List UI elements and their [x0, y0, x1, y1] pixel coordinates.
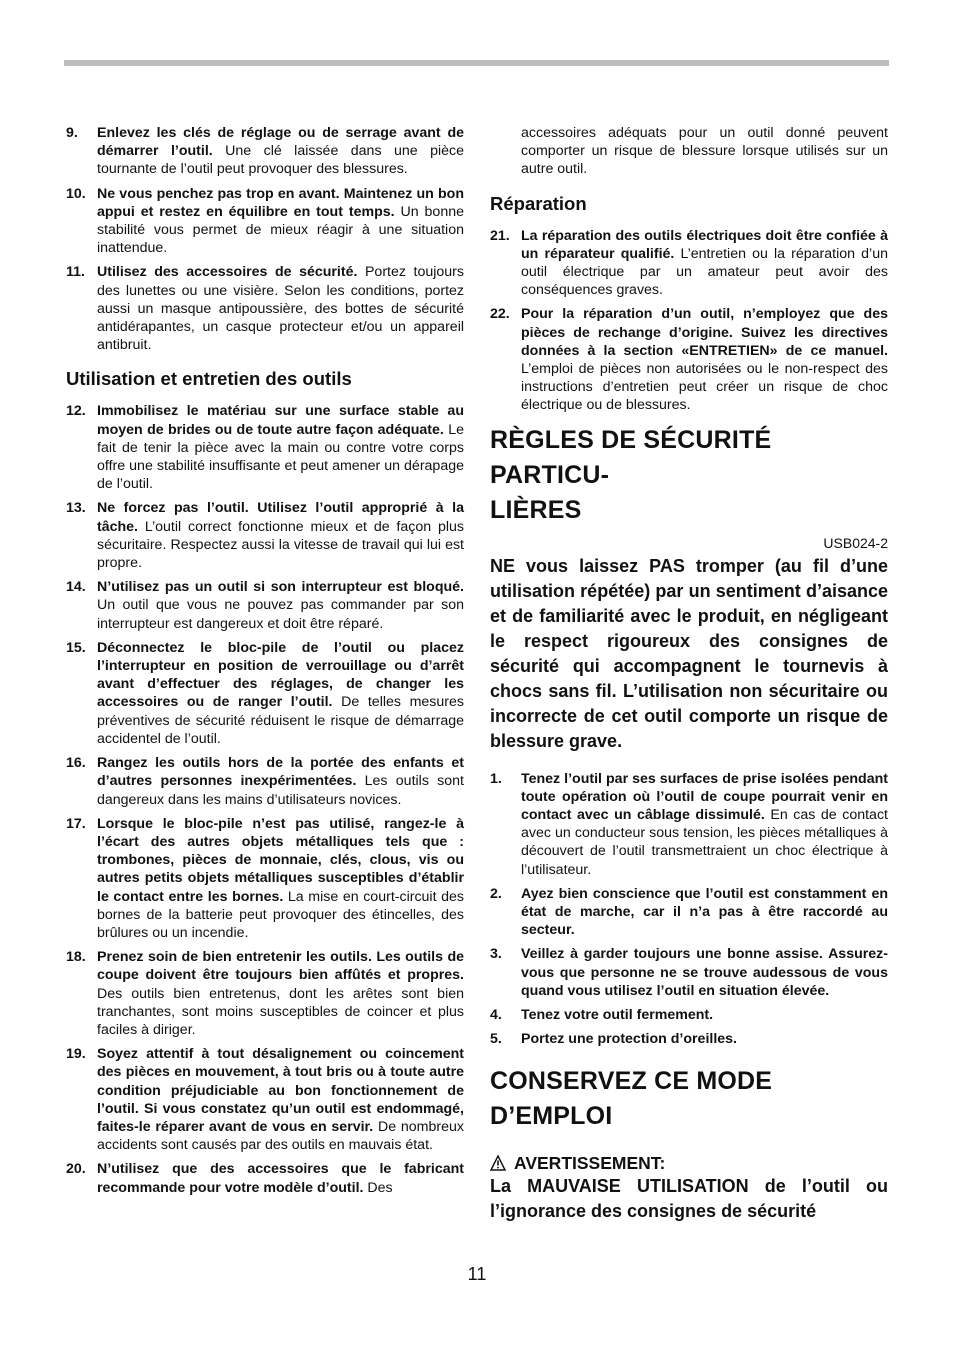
list-item — [490, 770, 888, 879]
item-number: 16. — [66, 755, 86, 772]
item-number: 2. — [490, 885, 502, 902]
list-item — [66, 124, 464, 179]
item-number: 1. — [490, 770, 502, 787]
list-item — [490, 885, 888, 940]
item-bold-text: N’utilisez pas un outil si son interrupteur est bloqué. — [97, 579, 464, 596]
item-bold-text: Déconnectez le bloc-pile de l’outil ou placez l’interrupteur en position de verrouillage ou d’arrêt avant d’effectuer des réglages, de changer les accessoires ou de ranger l’outil. — [97, 639, 464, 711]
item-text: En cas de contact avec un conducteur sous tension, les pièces métalliques à découvert de l’outil transmettraient un choc électrique à l’utilisateur. — [521, 807, 888, 878]
list-item — [490, 227, 888, 300]
item-bold-text: Portez une protection d’oreilles. — [521, 1031, 737, 1048]
warning-label: AVERTISSEMENT: — [514, 1153, 666, 1174]
item-bold-text: Tenez votre outil fermement. — [521, 1007, 714, 1024]
heading-line-2: LIÈRES — [490, 495, 582, 524]
item-bold-text: Enlevez les clés de réglage ou de serrage avant de démarrer l’outil. — [97, 125, 464, 160]
page-number: 11 — [467, 1264, 487, 1284]
list-item — [66, 499, 464, 572]
item-number: 11. — [66, 264, 85, 281]
item-bold-text: Rangez les outils hors de la portée des enfants et d’autres personnes inexpérimentées. — [97, 755, 464, 790]
item-text: De telles mesures préventives de sécurité réduisent le risque de démarrage accidentel de l’outil. — [97, 694, 465, 747]
item-text: Une clé laissée dans une pièce tournante de l’outil peut provoquer des blessures. — [97, 143, 464, 178]
left-list-a — [66, 124, 464, 354]
list-item — [66, 1045, 464, 1154]
item-bold-text: Tenez l’outil par ses surfaces de prise isolées pendant toute opération où l’outil de coupe pourrait venir en contact avec un câblage dissimulé. — [521, 770, 888, 824]
item-number: 15. — [66, 639, 86, 656]
list-item — [66, 578, 464, 633]
item-bold-text: Lorsque le bloc-pile n’est pas utilisé, rangez-le à l’écart des autres objets métalliques tels que : trombones, pièces de monnaie, clés, clous, vis ou autres petits objets métalliques susceptibles d’établir le contact entre les bornes. — [97, 815, 464, 905]
heading-line-1: CONSERVEZ CE MODE — [490, 1067, 773, 1096]
item-bold-text: Veillez à garder toujours une bonne assise. Assurez-vous que personne ne se trouve audessous de vous quand vous utilisez l’outil en situation élevée. — [521, 946, 888, 999]
item-number: 17. — [66, 815, 86, 832]
warning-heading — [490, 1152, 888, 1174]
section-heading-utilisation: Utilisation et entretien des outils — [66, 368, 352, 390]
left-list-b — [66, 402, 464, 1196]
left-column — [66, 124, 464, 1203]
item-number: 5. — [490, 1031, 502, 1048]
item-number: 22. — [490, 306, 510, 323]
item-bold-text: Soyez attentif à tout désalignement ou coincement des pièces en mouvement, à tout bris ou à toute autre condition préjudiciable au bon fonctionnement de l’outil. Si vous constatez qu’un outil est endommagé, faites-le réparer avant de vous en servir. — [97, 1046, 464, 1135]
item-text: Un outil que vous ne pouvez pas commander par son interrupteur est dangereux et doit être réparé. — [97, 597, 464, 632]
right-column — [490, 124, 888, 1224]
item-bold-text: Pour la réparation d’un outil, n’employez que des pièces de rechange d’origine. Suivez les directives données à la section «ENTRETIEN» de ce manuel. — [521, 306, 888, 359]
item-text: Un bonne stabilité vous permet de mieux réagir à une situation inattendue. — [97, 203, 464, 257]
item-number: 18. — [66, 949, 86, 966]
list-item — [490, 945, 888, 1000]
list-item — [490, 1006, 888, 1024]
item-number: 19. — [66, 1046, 86, 1063]
item-bold-text: Prenez soin de bien entretenir les outils. Les outils de coupe doivent être toujours bien affûtés et propres. — [97, 949, 464, 984]
list-item — [66, 639, 464, 748]
item-text: Les outils sont dangereux dans les mains d’utilisateurs novices. — [97, 773, 464, 808]
item-bold-text: La réparation des outils électriques doit être confiée à un réparateur qualifié. — [521, 227, 888, 262]
section-heading-reparation: Réparation — [490, 192, 587, 214]
heading-regles-securite — [490, 423, 888, 528]
warning-text: La MAUVAISE UTILISATION de l’outil ou l’ignorance des consignes de sécurité — [490, 1176, 888, 1222]
item-number: 20. — [66, 1161, 86, 1178]
list-item — [66, 402, 464, 493]
item-text: Le fait de tenir la pièce avec la main ou contre votre corps offre une stabilité insuffisante et peut amener un dérapage de l’outil. — [97, 421, 464, 493]
item-bold-text: Utilisez des accessoires de sécurité. — [97, 264, 358, 281]
item-number: 21. — [490, 227, 510, 244]
item-bold-text: N’utilisez que des accessoires que le fabricant recommande pour votre modèle d’outil. — [97, 1161, 464, 1196]
item-number: 12. — [66, 403, 86, 420]
item-text: De nombreux accidents sont causés par des outils en mauvais état. — [97, 1118, 464, 1154]
item-text: Portez toujours des lunettes ou une visière. Selon les conditions, portez aussi un masque antipoussière, des bottes de sécurité antidérapantes, un casque protecteur et/ou un appareil antibruit. — [97, 264, 464, 354]
intro-warning-paragraph: NE vous laissez PAS tromper (au fil d’une utilisation répétée) par un sentiment d’aisance et de familiarité avec le produit, en négligeant le respect rigoureux des consignes de sécurité qui accompagnent le tournevis à chocs sans fil. L’utilisation non sécuritaire ou incorrecte de cet outil comporte un risque de blessure grave. — [490, 555, 888, 751]
list-item — [490, 305, 888, 414]
continuation-text: accessoires adéquats pour un outil donné peuvent comporter un risque de blessure lorsque utilisés sur un autre outil. — [521, 125, 888, 178]
item-number: 3. — [490, 946, 502, 963]
list-item — [66, 185, 464, 258]
item-number: 14. — [66, 579, 86, 596]
item-text: Des — [363, 1179, 393, 1196]
list-item — [66, 754, 464, 809]
list-item — [66, 263, 464, 354]
item-text: L’entretien ou la réparation d’un outil électrique par un amateur peut avoir des conséquences graves. — [521, 245, 888, 299]
heading-line-1: RÈGLES DE SÉCURITÉ PARTICU- — [490, 425, 772, 489]
list-item — [490, 1030, 888, 1048]
right-list-a — [490, 227, 888, 415]
item-bold-text: Ne forcez pas l’outil. Utilisez l’outil approprié à la tâche. — [97, 500, 464, 535]
item-bold-text: Ayez bien conscience que l’outil est constamment en état de marche, car il n’a pas à être raccordé au secteur. — [521, 885, 888, 939]
item-number: 10. — [66, 185, 86, 202]
item-text: La mise en court-circuit des bornes de la batterie peut provoquer des étincelles, des brûlures ou un incendie. — [97, 888, 464, 941]
item-text: L’emploi de pièces non autorisées ou le non-respect des instructions d’entretien peut créer un risque de choc électrique ou de blessures. — [521, 361, 888, 414]
item-text: L’outil correct fonctionne mieux et de façon plus sécuritaire. Respectez aussi la vitesse de travail qui lui est propre. — [97, 518, 464, 572]
list-item — [66, 1160, 464, 1196]
heading-line-2: D’EMPLOI — [490, 1102, 613, 1131]
list-item — [66, 948, 464, 1039]
item-text: Des outils bien entretenus, dont les arêtes sont bien tranchantes, sont moins susceptibles de coincer et plus faciles à diriger. — [97, 985, 464, 1038]
item-number: 9. — [66, 125, 78, 141]
list-item — [66, 815, 464, 942]
item-number: 4. — [490, 1007, 502, 1024]
heading-conservez — [490, 1064, 888, 1134]
item-number: 13. — [66, 500, 86, 517]
right-list-b — [490, 770, 888, 1049]
item-bold-text: Immobilisez le matériau sur une surface stable au moyen de brides ou de toute autre façon adéquate. — [97, 403, 464, 438]
warning-triangle-icon — [490, 1155, 506, 1171]
top-rule — [64, 60, 889, 66]
item-bold-text: Ne vous penchez pas trop en avant. Maintenez un bon appui et restez en équilibre en tout temps. — [97, 185, 464, 220]
doc-code: USB024-2 — [823, 534, 888, 551]
